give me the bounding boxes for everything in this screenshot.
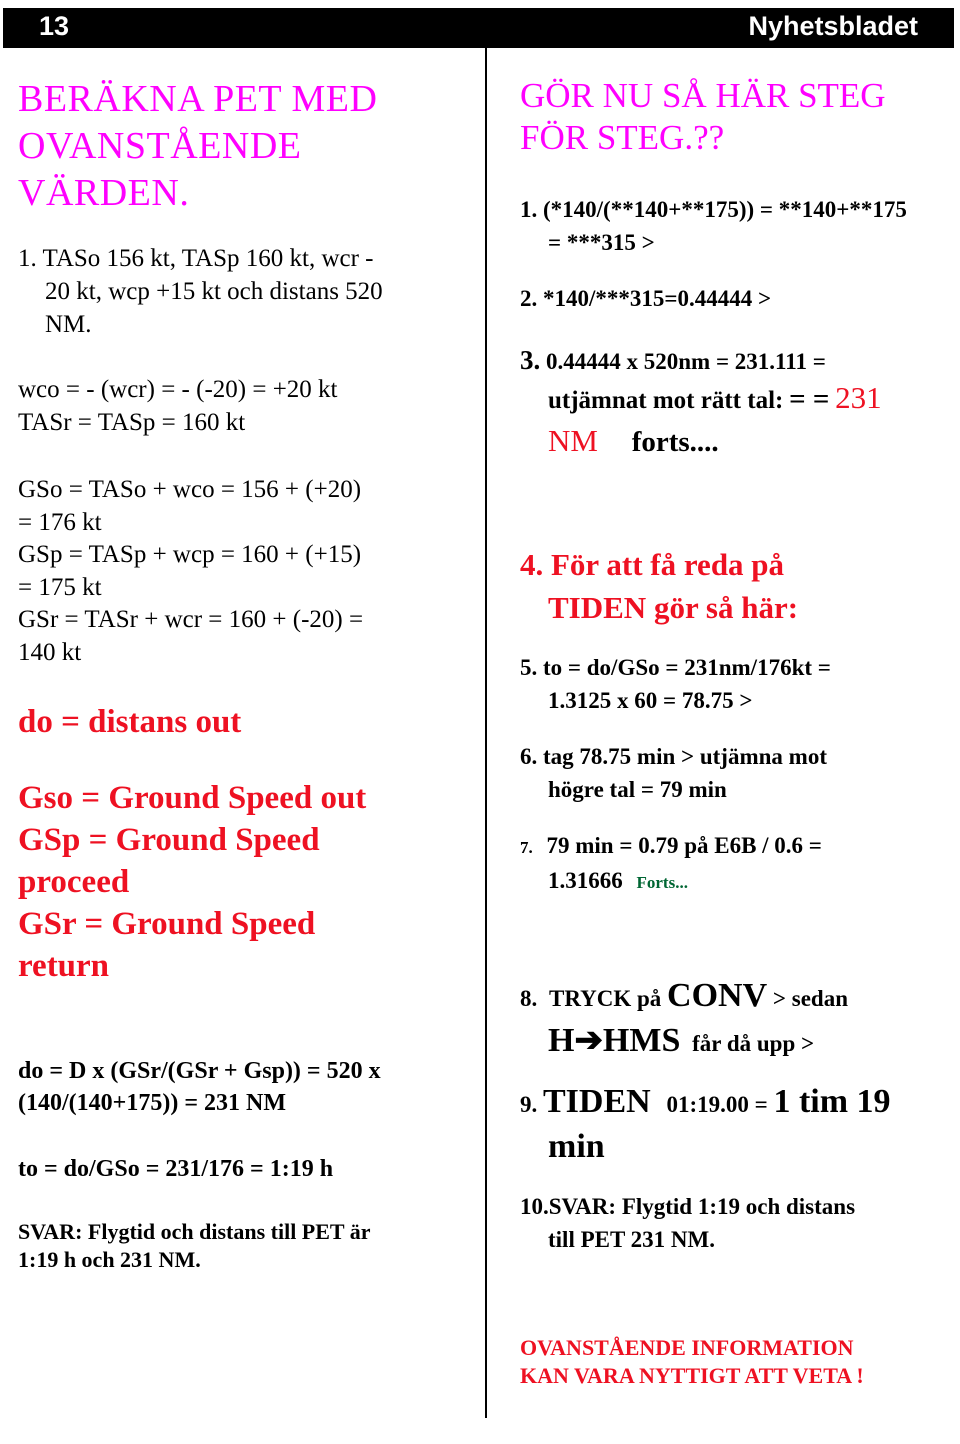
step-9-min: min xyxy=(548,1128,605,1165)
left-answer xyxy=(18,1218,370,1274)
right-heading-line: FÖR STEG.?? xyxy=(520,118,725,157)
left-title-line: VÄRDEN. xyxy=(18,172,190,214)
step-8-text-b: > sedan xyxy=(772,986,849,1011)
step-4 xyxy=(520,543,798,629)
step-8-conv: CONV xyxy=(667,977,768,1014)
wco-line: wco = - (wcr) = - (-20) = +20 kt xyxy=(18,376,338,403)
left-title-line: BERÄKNA PET MED xyxy=(18,78,378,120)
step-1 xyxy=(520,193,907,259)
step-8 xyxy=(520,975,848,1065)
gs-definition-line: GSp = Ground Speed xyxy=(18,822,320,858)
gsr-line: 140 kt xyxy=(18,639,82,666)
do-formula-line: (140/(140+175)) = 231 NM xyxy=(18,1090,286,1116)
step-10 xyxy=(520,1190,855,1256)
step-9-number: 9. xyxy=(520,1092,538,1117)
footer-note-line: OVANSTÅENDE INFORMATION xyxy=(520,1335,854,1360)
step-8-result: får då upp > xyxy=(692,1031,815,1056)
step-7-forts: Forts... xyxy=(636,873,688,892)
step-4-line: TIDEN gör så här: xyxy=(548,590,799,625)
step-3-forts: forts.... xyxy=(631,426,719,458)
step-9-tiden: TIDEN xyxy=(543,1083,651,1120)
step-5 xyxy=(520,651,831,717)
step-6 xyxy=(520,740,827,806)
step-8-hms: H➔HMS xyxy=(548,1022,681,1059)
step-4-line: 4. För att få reda på xyxy=(520,547,785,582)
gs-definition-line: GSr = Ground Speed xyxy=(18,906,316,942)
page-number: 13 xyxy=(39,11,70,41)
step-7-number: 7. xyxy=(520,838,533,857)
item-1-line: NM. xyxy=(45,311,92,338)
step-9-time: 01:19.00 = xyxy=(666,1092,768,1117)
step-9-result: 1 tim 19 xyxy=(773,1083,891,1120)
step-10-line: 10.SVAR: Flygtid 1:19 och distans xyxy=(520,1194,856,1219)
footer-note-line: KAN VARA NYTTIGT ATT VETA ! xyxy=(520,1363,864,1388)
column-divider xyxy=(485,48,487,1418)
right-heading-line: GÖR NU SÅ HÄR STEG xyxy=(520,76,886,115)
step-1-line: 1. (*140/(**140+**175)) = **140+**175 xyxy=(520,197,907,222)
page-header xyxy=(3,8,954,48)
step-3-result: 231 xyxy=(835,380,882,415)
step-10-line: till PET 231 NM. xyxy=(548,1227,715,1252)
step-3-equals: = = xyxy=(789,383,830,415)
step-6-line: högre tal = 79 min xyxy=(548,777,727,802)
step-3-unit: NM xyxy=(548,423,598,458)
footer-note xyxy=(520,1334,864,1390)
step-9 xyxy=(520,1080,891,1170)
gsp-formula xyxy=(18,538,361,604)
left-title xyxy=(18,76,473,217)
left-answer-line: SVAR: Flygtid och distans till PET är xyxy=(18,1219,371,1244)
do-definition: do = distans out xyxy=(18,704,242,740)
step-1-line: = ***315 > xyxy=(548,230,655,255)
step-5-line: 1.3125 x 60 = 78.75 > xyxy=(548,688,753,713)
step-3-number: 3. xyxy=(520,345,541,375)
publication-name: Nyhetsbladet xyxy=(748,11,918,41)
do-formula-line: do = D x (GSr/(GSr + Gsp)) = 520 x xyxy=(18,1058,381,1084)
gs-definition-line: proceed xyxy=(18,864,130,900)
gso-line: GSo = TASo + wco = 156 + (+20) xyxy=(18,476,362,503)
left-title-line: OVANSTÅENDE xyxy=(18,125,302,167)
item-1 xyxy=(18,242,383,341)
step-7-value: 1.31666 xyxy=(548,868,623,893)
tasr-line: TASr = TASp = 160 kt xyxy=(18,409,246,436)
do-formula xyxy=(18,1055,381,1119)
gsp-line: = 175 kt xyxy=(18,574,102,601)
step-3 xyxy=(520,344,882,464)
step-2: 2. *140/***315=0.44444 > xyxy=(520,286,772,311)
right-heading xyxy=(520,75,886,159)
gs-definition-line: Gso = Ground Speed out xyxy=(18,780,367,816)
step-7 xyxy=(520,829,822,899)
step-8-text: TRYCK på xyxy=(549,986,662,1011)
gs-definitions xyxy=(18,777,366,987)
gso-formula xyxy=(18,473,361,539)
gsp-line: GSp = TASp + wcp = 160 + (+15) xyxy=(18,541,362,568)
gs-definition-line: return xyxy=(18,948,110,984)
step-3-rounding: utjämnat mot rätt tal: xyxy=(548,387,784,414)
left-answer-line: 1:19 h och 231 NM. xyxy=(18,1247,201,1272)
step-5-line: 5. to = do/GSo = 231nm/176kt = xyxy=(520,655,831,680)
step-8-number: 8. xyxy=(520,986,538,1011)
step-7-text: 79 min = 0.79 på E6B / 0.6 = xyxy=(546,833,822,858)
gsr-formula xyxy=(18,603,363,669)
gsr-line: GSr = TASr + wcr = 160 + (-20) = xyxy=(18,606,364,633)
to-formula: to = do/GSo = 231/176 = 1:19 h xyxy=(18,1156,334,1182)
item-1-line: 1. TASo 156 kt, TASp 160 kt, wcr - xyxy=(18,245,374,272)
step-3-text: 0.44444 x 520nm = 231.111 = xyxy=(546,349,826,374)
step-6-line: 6. tag 78.75 min > utjämna mot xyxy=(520,744,827,769)
item-1-line: 20 kt, wcp +15 kt och distans 520 xyxy=(45,278,383,305)
gso-line: = 176 kt xyxy=(18,509,102,536)
